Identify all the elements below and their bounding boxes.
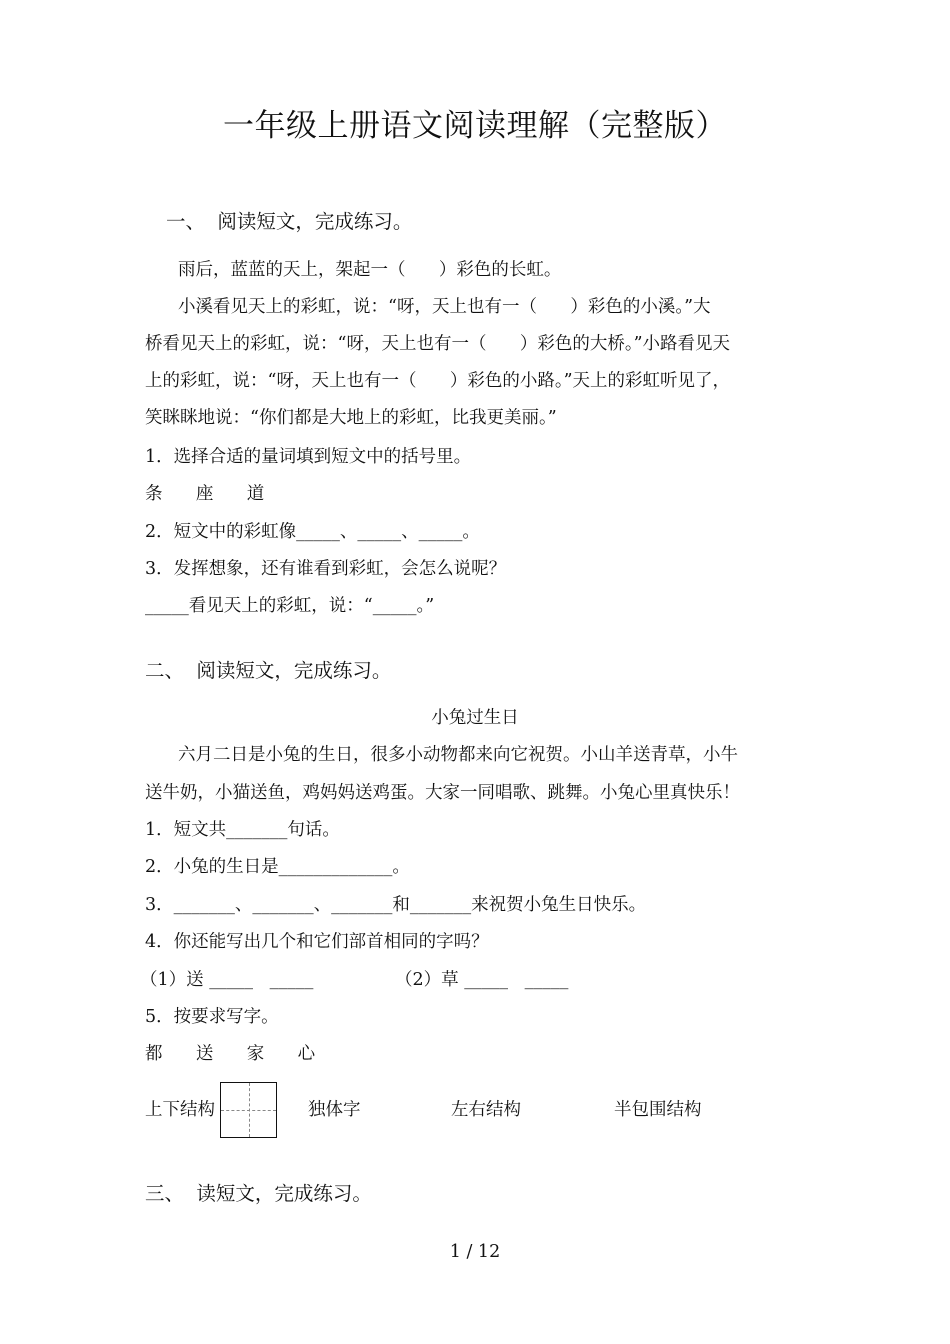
- question-2-3: 3．_______、_______、_______和_______来祝贺小兔生日快乐。: [145, 895, 647, 915]
- structure-label-left-right: 左右结构: [451, 1100, 521, 1120]
- question-2-4: 4．你还能写出几个和它们部首相同的字吗？: [145, 932, 489, 952]
- passage-2-line: 送牛奶，小猫送鱼，鸡妈妈送鸡蛋。大家一同唱歌、跳舞。小兔心里真快乐！: [145, 783, 740, 803]
- page-title: 一年级上册语文阅读理解（完整版）: [223, 108, 727, 144]
- writing-grid-box[interactable]: [220, 1082, 277, 1138]
- question-1-1: 1．选择合适的量词填到短文中的括号里。: [145, 447, 472, 467]
- measure-words: 条 座 道: [145, 484, 265, 504]
- structure-label-top-bottom: 上下结构: [145, 1100, 215, 1120]
- structure-label-single: 独体字: [308, 1100, 361, 1120]
- passage-1-line: 桥看见天上的彩虹，说：“呀，天上也有一（ ）彩色的大桥。”小路看见天: [145, 334, 731, 354]
- section-2-heading: 二、 阅读短文，完成练习。: [145, 659, 392, 682]
- question-2-4-a: （1）送 _____ _____: [140, 970, 314, 990]
- characters-list: 都 送 家 心: [145, 1044, 316, 1064]
- section-1-heading: 一、 阅读短文，完成练习。: [166, 210, 413, 233]
- passage-1-line: 雨后，蓝蓝的天上，架起一（ ）彩色的长虹。: [178, 260, 562, 280]
- structure-label-half-enclosed: 半包围结构: [614, 1100, 702, 1120]
- passage-2-line: 六月二日是小兔的生日，很多小动物都来向它祝贺。小山羊送青草，小牛: [178, 745, 738, 765]
- question-2-2: 2．小兔的生日是_____________。: [145, 857, 410, 877]
- page-number: 1 / 12: [449, 1242, 501, 1262]
- passage-1-line: 笑眯眯地说：“你们都是大地上的彩虹，比我更美丽。”: [145, 408, 557, 428]
- passage-1-line: 小溪看见天上的彩虹，说：“呀，天上也有一（ ）彩色的小溪。”大: [178, 297, 711, 317]
- question-2-4-b: （2）草 _____ _____: [395, 970, 569, 990]
- story-title: 小兔过生日: [431, 708, 519, 728]
- passage-1-line: 上的彩虹，说：“呀，天上也有一（ ）彩色的小路。”天上的彩虹听见了，: [145, 371, 731, 391]
- grid-guide-vertical: [249, 1083, 250, 1137]
- question-2-1: 1．短文共_______句话。: [145, 820, 340, 840]
- question-1-3: 3．发挥想象，还有谁看到彩虹，会怎么说呢？: [145, 559, 507, 579]
- section-3-heading: 三、 读短文，完成练习。: [145, 1182, 372, 1205]
- question-1-2: 2．短文中的彩虹像_____、_____、_____。: [145, 522, 480, 542]
- question-2-5: 5．按要求写字。: [145, 1007, 279, 1027]
- question-1-3-answer: _____看见天上的彩虹，说：“_____。”: [145, 596, 435, 616]
